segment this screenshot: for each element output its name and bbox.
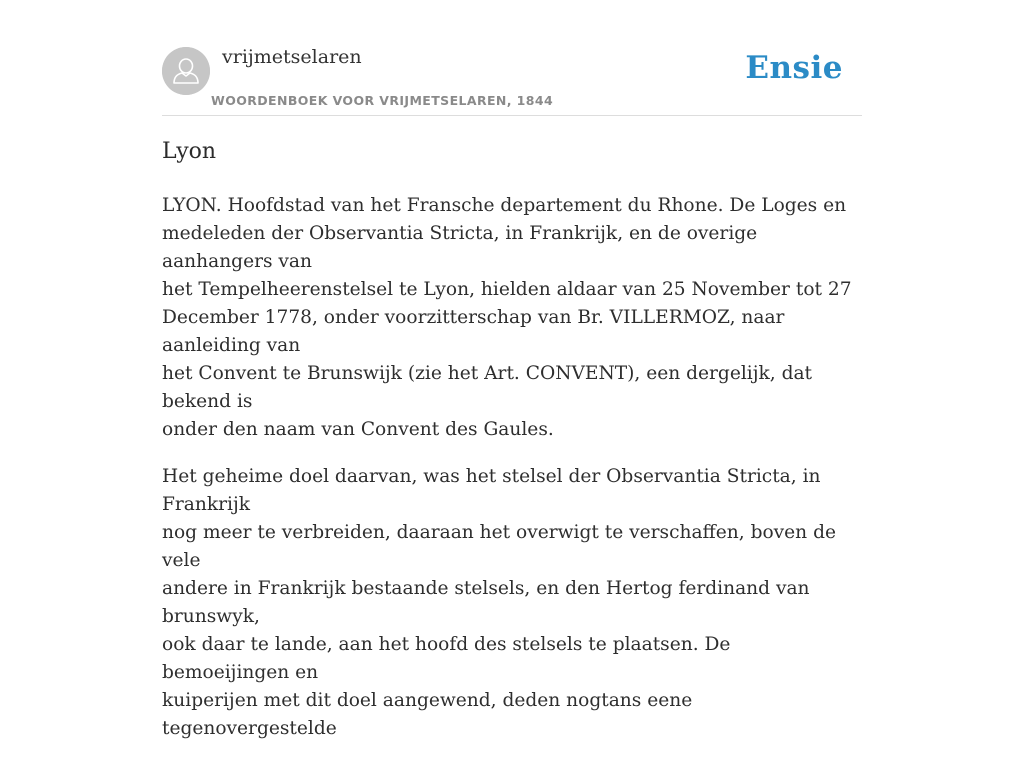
ensie-logo[interactable]: Ensie xyxy=(745,50,843,86)
entry-header xyxy=(162,0,862,116)
source-title[interactable]: WOORDENBOEK VOOR VRIJMETSELAREN, 1844 xyxy=(211,93,554,108)
entry-paragraph-2: Het geheime doel daarvan, was het stelsel der Observantia Stricta, in Frankrijk nog meer te verbreiden, daaraan het overwigt te verschaffen, boven de vele andere in Frankrijk bestaande stelsels, en den Hertog ferdinand van brunswyk, ook daar te lande, aan het hoofd des stelsels te plaatsen. De bemoeijingen en kuiperijen met dit doel aangewend, deden nogtans eene tegenovergestelde xyxy=(162,466,836,739)
page-title: Lyon xyxy=(162,139,217,164)
entry-content xyxy=(162,192,862,762)
user-avatar-icon[interactable] xyxy=(162,47,210,95)
author-name[interactable]: vrijmetselaren xyxy=(222,46,362,68)
entry-paragraph-1: LYON. Hoofdstad van het Fransche departement du Rhone. De Loges en medeleden der Observantia Stricta, in Frankrijk, en de overige aanhangers van het Tempelheerenstelsel te Lyon, hielden aldaar van 25 November tot 27 December 1778, onder voorzitterschap van Br. VILLERMOZ, naar aanleiding van het Convent te Brunswijk (zie het Art. CONVENT), een dergelijk, dat bekend is onder den naam van Convent des Gaules. xyxy=(162,195,852,440)
